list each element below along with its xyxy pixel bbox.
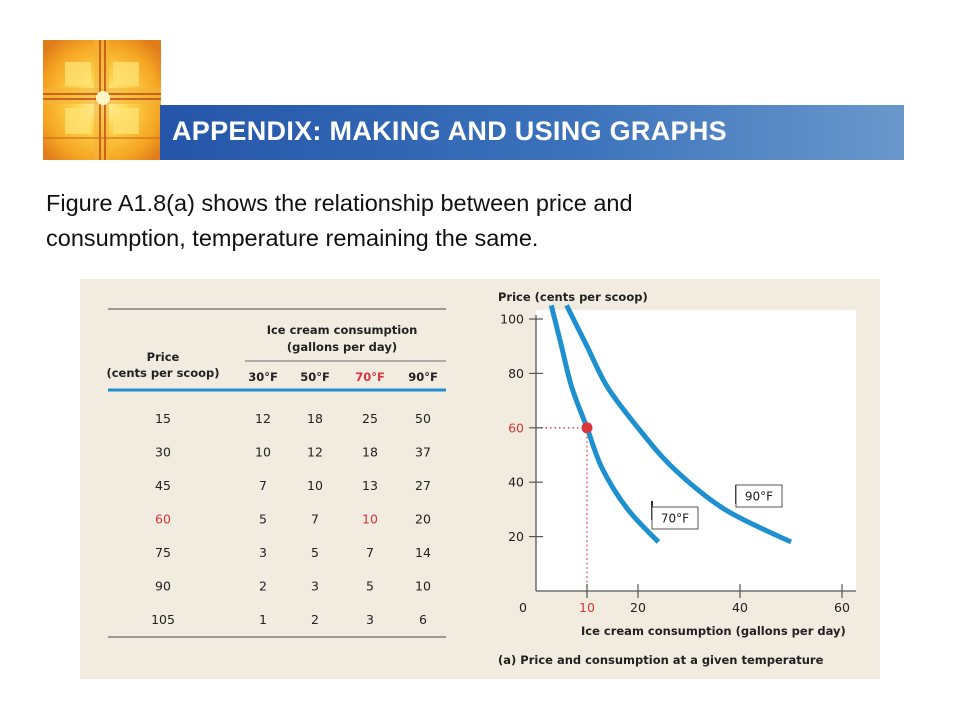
table-cell-price: 15: [155, 411, 171, 426]
table-cell: 5: [259, 511, 267, 527]
y-tick-label: 60: [508, 420, 524, 436]
table-cell: 12: [307, 444, 323, 460]
table-cell: 10: [255, 444, 271, 460]
figure-panel: [80, 279, 880, 679]
table-cell: 5: [366, 578, 374, 594]
body-line: Figure A1.8(a) shows the relationship between price and: [46, 190, 633, 216]
table-cell-price: 60: [155, 511, 171, 527]
table-cell: 3: [366, 612, 374, 627]
table-cell: 5: [311, 545, 319, 560]
table-cell-price: 105: [151, 612, 175, 627]
cross-logo-icon: [43, 40, 161, 160]
table-cell: 6: [419, 612, 427, 627]
table-cell: 2: [259, 578, 267, 594]
table-cell: 12: [255, 411, 271, 426]
highlight-point: [582, 422, 593, 433]
series-label: 90°F: [744, 489, 774, 504]
table-cell: 7: [259, 478, 267, 493]
table-cell: 13: [362, 478, 378, 493]
series-label: 70°F: [660, 511, 690, 526]
table-cell: 1: [259, 612, 267, 627]
temp-header-70: 70°F: [355, 370, 385, 384]
table-cell: 18: [362, 444, 378, 460]
body-line: consumption, temperature remaining the same.: [46, 225, 539, 251]
page-title: APPENDIX: MAKING AND USING GRAPHS: [172, 116, 727, 146]
y-tick-label: 80: [508, 365, 524, 381]
body-paragraph: [46, 186, 926, 256]
table-cell: 3: [259, 545, 267, 560]
table-cell: 7: [366, 545, 374, 560]
table-cell: 20: [415, 511, 431, 527]
group-header-unit: (gallons per day): [286, 340, 398, 354]
plot-area: [536, 310, 856, 591]
price-header-unit: (cents per scoop): [106, 366, 220, 380]
table-cell: 14: [415, 545, 431, 560]
y-tick-label: 100: [500, 311, 524, 327]
temp-header-30: 30°F: [248, 370, 278, 384]
temp-header-50: 50°F: [300, 370, 330, 384]
table-cell: 50: [415, 411, 431, 426]
table-cell: 3: [311, 578, 319, 594]
table-cell-price: 90: [155, 578, 171, 594]
chart-caption: (a) Price and consumption at a given temperature: [498, 653, 824, 667]
table-cell-price: 45: [155, 478, 171, 493]
y-tick-label: 40: [508, 474, 524, 490]
y-tick-label: 20: [508, 529, 524, 545]
table-cell: 2: [311, 612, 319, 627]
x-tick-label: 10: [579, 600, 595, 615]
table-cell-price: 30: [155, 444, 171, 460]
price-header: Price: [146, 350, 180, 364]
group-header: Ice cream consumption: [266, 323, 418, 337]
table-cell-price: 75: [155, 545, 171, 560]
temp-header-90: 90°F: [408, 370, 438, 384]
table-cell: 37: [415, 444, 431, 460]
x-tick-label: 20: [630, 600, 646, 615]
table-cell: 18: [307, 411, 323, 426]
table-cell: 10: [415, 578, 431, 594]
y-axis-title: Price (cents per scoop): [498, 290, 648, 304]
table-cell: 10: [307, 478, 323, 493]
x-tick-label: 0: [519, 600, 527, 615]
table-cell: 7: [311, 511, 319, 527]
table-cell: 25: [362, 411, 378, 426]
x-axis-title: Ice cream consumption (gallons per day): [581, 624, 846, 638]
title-bar: [160, 105, 904, 160]
x-tick-label: 40: [732, 600, 748, 615]
table-cell: 10: [362, 511, 378, 527]
x-tick-label: 60: [834, 600, 850, 615]
table-cell: 27: [415, 478, 431, 493]
